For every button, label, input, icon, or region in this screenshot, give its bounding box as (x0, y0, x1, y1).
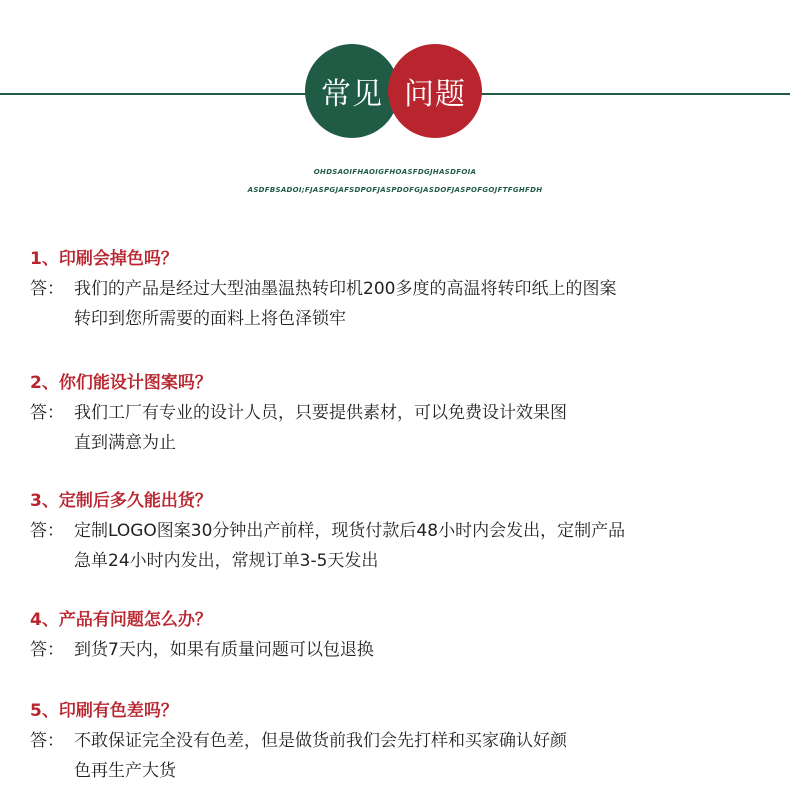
answer-text-1: 我们工厂有专业的设计人员，只要提供素材，可以免费设计效果图 (74, 403, 567, 423)
answer-line-2: 急单24小时内发出，常规订单3-5天发出 (74, 551, 379, 571)
answer-line-1 (30, 726, 780, 756)
answer-line-2: 直到满意为止 (74, 433, 176, 453)
answer-line-1 (30, 635, 780, 665)
title-circle-right (388, 44, 482, 138)
faq-question: 5、印刷有色差吗？ (30, 701, 178, 721)
faq-question: 1、印刷会掉色吗？ (30, 249, 178, 269)
answer-text-1: 不敢保证完全没有色差，但是做货前我们会先打样和买家确认好颜 (74, 731, 567, 751)
answer-line-1 (30, 398, 780, 428)
title-right-text: 问题 (404, 77, 466, 112)
answer-line-2: 转印到您所需要的面料上将色泽锁牢 (74, 309, 346, 329)
answer-line-2: 色再生产大货 (74, 761, 176, 781)
answer-prefix: 答： (30, 731, 64, 751)
answer-prefix: 答： (30, 403, 64, 423)
faq-answer (30, 726, 780, 786)
answer-text-1: 我们的产品是经过大型油墨温热转印机200多度的高温将转印纸上的图案 (74, 279, 617, 299)
answer-text-1: 定制LOGO图案30分钟出产前样，现货付款后48小时内会发出，定制产品 (74, 521, 626, 541)
faq-answer (30, 516, 780, 576)
faq-answer (30, 398, 780, 458)
answer-prefix: 答： (30, 279, 64, 299)
subtitle-line-1: OHDSAOIFHAOIGFHOASFDGJHASDFOIA (313, 168, 477, 176)
faq-question: 4、产品有问题怎么办？ (30, 610, 212, 630)
faq-question: 3、定制后多久能出货？ (30, 491, 212, 511)
title-circle-left (305, 44, 399, 138)
answer-line-1 (30, 516, 780, 546)
title-left-text: 常见 (321, 77, 383, 112)
answer-line-1 (30, 274, 780, 304)
faq-answer (30, 635, 780, 665)
faq-question: 2、你们能设计图案吗？ (30, 373, 212, 393)
answer-prefix: 答： (30, 640, 64, 660)
answer-prefix: 答： (30, 521, 64, 541)
answer-text-1: 到货7天内，如果有质量问题可以包退换 (74, 640, 374, 660)
faq-answer (30, 274, 780, 334)
faq-header (0, 0, 790, 194)
subtitle-line-2: ASDFBSADOI;FJASPGJAFSDPOFJASPDOFGJASDOFJASPOFGOJFTFGHFDH (247, 186, 543, 194)
